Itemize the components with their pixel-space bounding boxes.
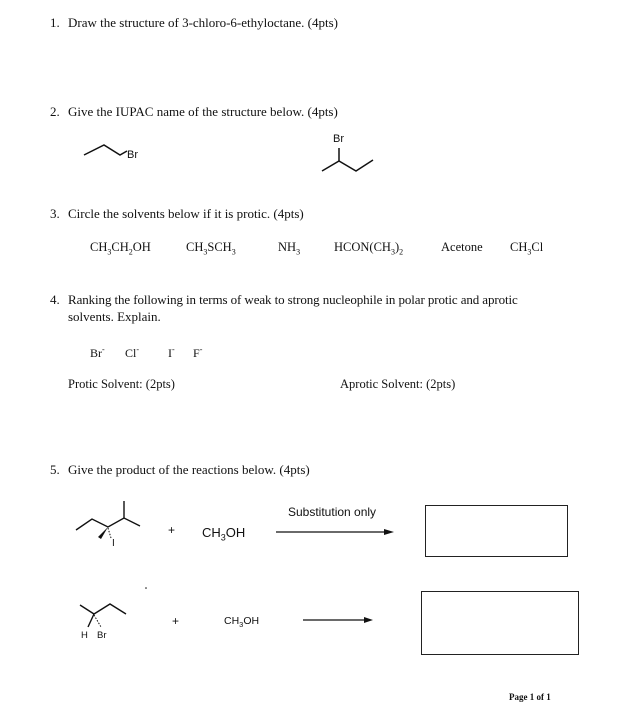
aprotic-solvent-label: Aprotic Solvent: (2pts) <box>340 377 456 391</box>
question-number: 1. <box>50 15 60 30</box>
protic-solvent-label: Protic Solvent: (2pts) <box>68 377 175 391</box>
question-text-line1: Ranking the following in terms of weak to strong nucleophile in polar protic and aprotic <box>68 292 518 307</box>
page-footer: Page 1 of 1 <box>509 692 551 702</box>
br-label-left: Br <box>127 149 138 161</box>
reaction-1-plus: + <box>168 523 176 537</box>
br-label-reaction: Br <box>97 630 107 641</box>
h-label-reaction: H <box>81 630 88 641</box>
solvent-acetone[interactable]: Acetone <box>441 240 483 254</box>
nucleophile-iodide: I- <box>168 345 175 360</box>
reaction-2-plus: + <box>172 614 180 628</box>
reaction-2-answer-box[interactable] <box>421 591 579 655</box>
question-text: Give the product of the reactions below. (4pts) <box>68 462 310 477</box>
question-text-line2: solvents. Explain. <box>68 309 161 324</box>
reaction-1-reagent: $CH_3OH$ <box>202 525 246 543</box>
solvent-chloromethane[interactable]: $CH_3Cl$ <box>510 240 544 257</box>
i-label-reaction: I <box>112 538 115 549</box>
solvent-ethanol[interactable]: $CH_3CH_2OH$ <box>90 240 151 257</box>
question-text: Draw the structure of 3-chloro-6-ethyloctane. (4pts) <box>68 15 339 30</box>
solvent-dmf[interactable]: $HCON(CH_3)_2$ <box>334 240 404 257</box>
question-number: 5. <box>50 462 60 477</box>
nucleophile-chloride: Cl- <box>125 345 140 360</box>
nucleophile-bromide: Br- <box>90 345 105 360</box>
question-number: 4. <box>50 292 60 307</box>
question-number: 3. <box>50 206 60 221</box>
reaction-2-reagent: $CH_3OH$ <box>224 615 260 630</box>
nucleophile-fluoride: F- <box>193 345 203 360</box>
reaction-1-condition: Substitution only <box>288 505 377 519</box>
question-number: 2. <box>50 104 60 119</box>
question-text: Give the IUPAC name of the structure below. (4pts) <box>68 104 338 119</box>
br-label-right: Br <box>333 133 344 145</box>
question-text: Circle the solvents below if it is protic. (4pts) <box>68 206 304 221</box>
solvent-dimethyl-sulfide[interactable]: $CH_3SCH_3$ <box>186 240 236 257</box>
solvent-ammonia[interactable]: $NH_3$ <box>278 240 301 257</box>
